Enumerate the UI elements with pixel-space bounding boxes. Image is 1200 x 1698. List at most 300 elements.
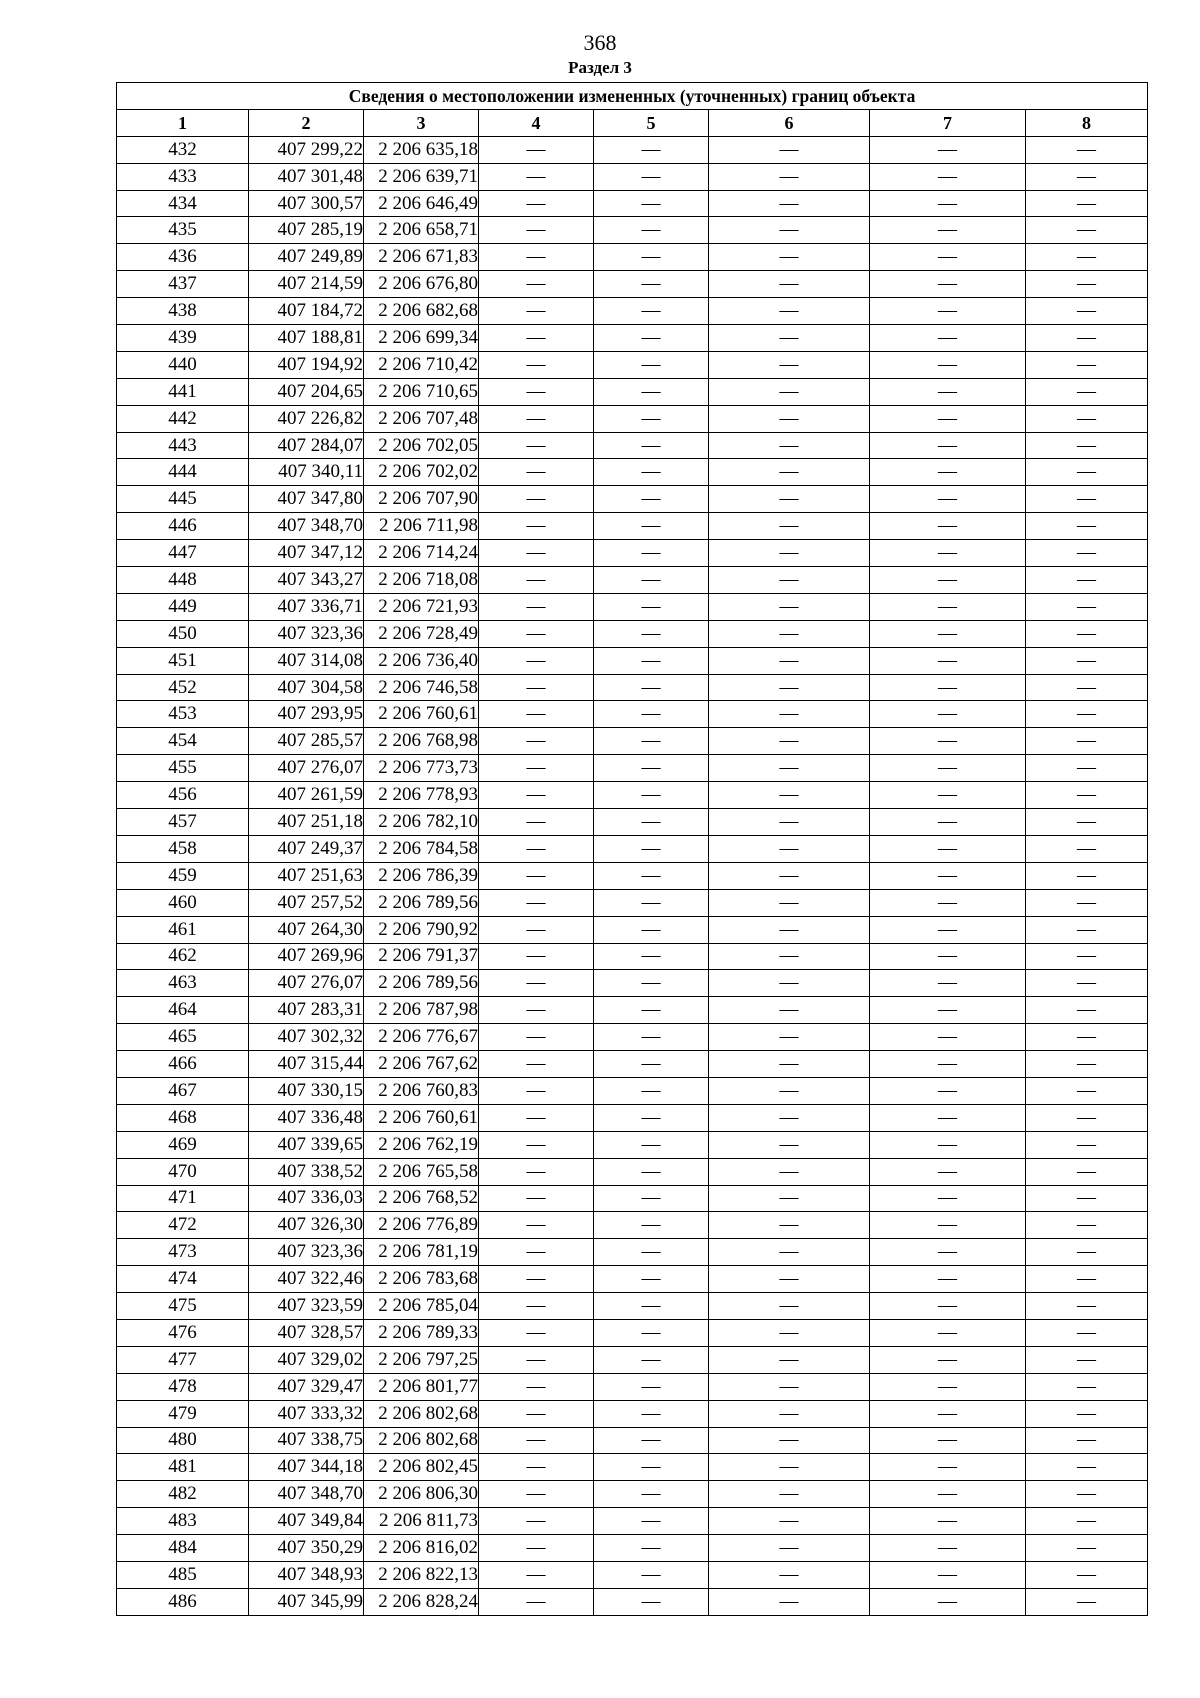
empty-cell: — bbox=[870, 1561, 1026, 1588]
y-coordinate-cell: 2 206 778,93 bbox=[364, 782, 479, 809]
table-row bbox=[117, 271, 1148, 298]
point-number-cell: 453 bbox=[117, 701, 249, 728]
x-coordinate-cell: 407 348,93 bbox=[249, 1561, 364, 1588]
empty-cell: — bbox=[594, 970, 709, 997]
empty-cell: — bbox=[479, 298, 594, 325]
x-coordinate-cell: 407 299,22 bbox=[249, 136, 364, 163]
empty-cell: — bbox=[709, 782, 870, 809]
empty-cell: — bbox=[1026, 1212, 1148, 1239]
empty-cell: — bbox=[594, 835, 709, 862]
empty-cell: — bbox=[1026, 1427, 1148, 1454]
y-coordinate-cell: 2 206 828,24 bbox=[364, 1588, 479, 1615]
empty-cell: — bbox=[870, 1212, 1026, 1239]
y-coordinate-cell: 2 206 773,73 bbox=[364, 755, 479, 782]
x-coordinate-cell: 407 184,72 bbox=[249, 298, 364, 325]
x-coordinate-cell: 407 293,95 bbox=[249, 701, 364, 728]
empty-cell: — bbox=[709, 378, 870, 405]
table-row bbox=[117, 190, 1148, 217]
empty-cell: — bbox=[479, 728, 594, 755]
empty-cell: — bbox=[479, 486, 594, 513]
empty-cell: — bbox=[594, 782, 709, 809]
empty-cell: — bbox=[709, 136, 870, 163]
empty-cell: — bbox=[594, 1588, 709, 1615]
empty-cell: — bbox=[594, 1131, 709, 1158]
table-row bbox=[117, 351, 1148, 378]
table-row bbox=[117, 1104, 1148, 1131]
table-row bbox=[117, 1239, 1148, 1266]
y-coordinate-cell: 2 206 797,25 bbox=[364, 1346, 479, 1373]
table-row bbox=[117, 674, 1148, 701]
empty-cell: — bbox=[709, 1481, 870, 1508]
table-row bbox=[117, 163, 1148, 190]
point-number-cell: 451 bbox=[117, 647, 249, 674]
empty-cell: — bbox=[709, 889, 870, 916]
empty-cell: — bbox=[870, 1535, 1026, 1562]
empty-cell: — bbox=[479, 540, 594, 567]
empty-cell: — bbox=[709, 1535, 870, 1562]
x-coordinate-cell: 407 343,27 bbox=[249, 567, 364, 594]
table-row bbox=[117, 889, 1148, 916]
table-caption-row bbox=[117, 83, 1148, 110]
empty-cell: — bbox=[1026, 889, 1148, 916]
empty-cell: — bbox=[1026, 620, 1148, 647]
empty-cell: — bbox=[594, 755, 709, 782]
empty-cell: — bbox=[1026, 459, 1148, 486]
point-number-cell: 466 bbox=[117, 1051, 249, 1078]
table-caption: Сведения о местоположении измененных (уточненных) границ объекта bbox=[117, 83, 1148, 110]
empty-cell: — bbox=[1026, 1104, 1148, 1131]
table-row bbox=[117, 593, 1148, 620]
empty-cell: — bbox=[1026, 190, 1148, 217]
table-row bbox=[117, 1481, 1148, 1508]
point-number-cell: 446 bbox=[117, 513, 249, 540]
empty-cell: — bbox=[479, 459, 594, 486]
column-header: 8 bbox=[1026, 109, 1148, 136]
empty-cell: — bbox=[594, 298, 709, 325]
point-number-cell: 481 bbox=[117, 1454, 249, 1481]
empty-cell: — bbox=[709, 325, 870, 352]
empty-cell: — bbox=[594, 271, 709, 298]
empty-cell: — bbox=[870, 1131, 1026, 1158]
point-number-cell: 477 bbox=[117, 1346, 249, 1373]
empty-cell: — bbox=[709, 244, 870, 271]
table-row bbox=[117, 298, 1148, 325]
y-coordinate-cell: 2 206 707,48 bbox=[364, 405, 479, 432]
x-coordinate-cell: 407 338,52 bbox=[249, 1158, 364, 1185]
empty-cell: — bbox=[870, 378, 1026, 405]
empty-cell: — bbox=[479, 432, 594, 459]
empty-cell: — bbox=[479, 1185, 594, 1212]
empty-cell: — bbox=[709, 1346, 870, 1373]
y-coordinate-cell: 2 206 676,80 bbox=[364, 271, 479, 298]
empty-cell: — bbox=[1026, 809, 1148, 836]
empty-cell: — bbox=[709, 1239, 870, 1266]
empty-cell: — bbox=[594, 943, 709, 970]
table-row bbox=[117, 620, 1148, 647]
empty-cell: — bbox=[709, 567, 870, 594]
table-row bbox=[117, 1588, 1148, 1615]
empty-cell: — bbox=[870, 620, 1026, 647]
table-row bbox=[117, 1427, 1148, 1454]
empty-cell: — bbox=[709, 593, 870, 620]
empty-cell: — bbox=[870, 1104, 1026, 1131]
x-coordinate-cell: 407 214,59 bbox=[249, 271, 364, 298]
table-row bbox=[117, 701, 1148, 728]
section-title: Раздел 3 bbox=[568, 58, 632, 77]
empty-cell: — bbox=[479, 1400, 594, 1427]
empty-cell: — bbox=[594, 325, 709, 352]
empty-cell: — bbox=[870, 1077, 1026, 1104]
empty-cell: — bbox=[1026, 1051, 1148, 1078]
x-coordinate-cell: 407 300,57 bbox=[249, 190, 364, 217]
x-coordinate-cell: 407 347,12 bbox=[249, 540, 364, 567]
empty-cell: — bbox=[594, 674, 709, 701]
empty-cell: — bbox=[479, 190, 594, 217]
y-coordinate-cell: 2 206 776,89 bbox=[364, 1212, 479, 1239]
empty-cell: — bbox=[870, 1373, 1026, 1400]
empty-cell: — bbox=[594, 1346, 709, 1373]
point-number-cell: 485 bbox=[117, 1561, 249, 1588]
empty-cell: — bbox=[594, 486, 709, 513]
empty-cell: — bbox=[870, 1239, 1026, 1266]
point-number-cell: 486 bbox=[117, 1588, 249, 1615]
empty-cell: — bbox=[1026, 136, 1148, 163]
point-number-cell: 458 bbox=[117, 835, 249, 862]
empty-cell: — bbox=[594, 1481, 709, 1508]
empty-cell: — bbox=[1026, 1185, 1148, 1212]
empty-cell: — bbox=[479, 943, 594, 970]
x-coordinate-cell: 407 285,19 bbox=[249, 217, 364, 244]
empty-cell: — bbox=[594, 1293, 709, 1320]
empty-cell: — bbox=[1026, 378, 1148, 405]
y-coordinate-cell: 2 206 822,13 bbox=[364, 1561, 479, 1588]
empty-cell: — bbox=[709, 728, 870, 755]
empty-cell: — bbox=[594, 1185, 709, 1212]
empty-cell: — bbox=[479, 701, 594, 728]
empty-cell: — bbox=[870, 1266, 1026, 1293]
empty-cell: — bbox=[709, 486, 870, 513]
empty-cell: — bbox=[479, 1077, 594, 1104]
point-number-cell: 474 bbox=[117, 1266, 249, 1293]
empty-cell: — bbox=[479, 1346, 594, 1373]
empty-cell: — bbox=[709, 1051, 870, 1078]
table-row bbox=[117, 755, 1148, 782]
point-number-cell: 459 bbox=[117, 862, 249, 889]
empty-cell: — bbox=[479, 1293, 594, 1320]
empty-cell: — bbox=[479, 378, 594, 405]
empty-cell: — bbox=[1026, 1077, 1148, 1104]
empty-cell: — bbox=[479, 1212, 594, 1239]
empty-cell: — bbox=[1026, 701, 1148, 728]
empty-cell: — bbox=[1026, 862, 1148, 889]
empty-cell: — bbox=[709, 1508, 870, 1535]
empty-cell: — bbox=[709, 1319, 870, 1346]
y-coordinate-cell: 2 206 789,56 bbox=[364, 889, 479, 916]
empty-cell: — bbox=[1026, 1266, 1148, 1293]
column-header: 5 bbox=[594, 109, 709, 136]
empty-cell: — bbox=[479, 325, 594, 352]
empty-cell: — bbox=[870, 809, 1026, 836]
empty-cell: — bbox=[479, 244, 594, 271]
empty-cell: — bbox=[870, 1508, 1026, 1535]
empty-cell: — bbox=[594, 647, 709, 674]
empty-cell: — bbox=[709, 1293, 870, 1320]
x-coordinate-cell: 407 339,65 bbox=[249, 1131, 364, 1158]
empty-cell: — bbox=[594, 190, 709, 217]
empty-cell: — bbox=[594, 620, 709, 647]
x-coordinate-cell: 407 249,89 bbox=[249, 244, 364, 271]
point-number-cell: 483 bbox=[117, 1508, 249, 1535]
empty-cell: — bbox=[594, 1561, 709, 1588]
y-coordinate-cell: 2 206 710,42 bbox=[364, 351, 479, 378]
y-coordinate-cell: 2 206 776,67 bbox=[364, 1024, 479, 1051]
y-coordinate-cell: 2 206 671,83 bbox=[364, 244, 479, 271]
empty-cell: — bbox=[870, 970, 1026, 997]
y-coordinate-cell: 2 206 721,93 bbox=[364, 593, 479, 620]
empty-cell: — bbox=[479, 1266, 594, 1293]
empty-cell: — bbox=[1026, 997, 1148, 1024]
column-header: 6 bbox=[709, 109, 870, 136]
point-number-cell: 438 bbox=[117, 298, 249, 325]
empty-cell: — bbox=[709, 1454, 870, 1481]
table-row bbox=[117, 997, 1148, 1024]
empty-cell: — bbox=[1026, 1293, 1148, 1320]
x-coordinate-cell: 407 315,44 bbox=[249, 1051, 364, 1078]
table-row bbox=[117, 782, 1148, 809]
empty-cell: — bbox=[1026, 351, 1148, 378]
point-number-cell: 445 bbox=[117, 486, 249, 513]
empty-cell: — bbox=[479, 1319, 594, 1346]
empty-cell: — bbox=[1026, 217, 1148, 244]
empty-cell: — bbox=[1026, 782, 1148, 809]
empty-cell: — bbox=[870, 567, 1026, 594]
empty-cell: — bbox=[709, 943, 870, 970]
x-coordinate-cell: 407 188,81 bbox=[249, 325, 364, 352]
x-coordinate-cell: 407 276,07 bbox=[249, 755, 364, 782]
column-header-row bbox=[117, 109, 1148, 136]
x-coordinate-cell: 407 302,32 bbox=[249, 1024, 364, 1051]
y-coordinate-cell: 2 206 782,10 bbox=[364, 809, 479, 836]
empty-cell: — bbox=[479, 620, 594, 647]
empty-cell: — bbox=[870, 1024, 1026, 1051]
x-coordinate-cell: 407 348,70 bbox=[249, 513, 364, 540]
y-coordinate-cell: 2 206 801,77 bbox=[364, 1373, 479, 1400]
empty-cell: — bbox=[1026, 1373, 1148, 1400]
empty-cell: — bbox=[870, 889, 1026, 916]
empty-cell: — bbox=[594, 889, 709, 916]
empty-cell: — bbox=[870, 271, 1026, 298]
empty-cell: — bbox=[709, 862, 870, 889]
column-header: 7 bbox=[870, 109, 1026, 136]
y-coordinate-cell: 2 206 760,83 bbox=[364, 1077, 479, 1104]
point-number-cell: 436 bbox=[117, 244, 249, 271]
table-row bbox=[117, 1508, 1148, 1535]
table-row bbox=[117, 136, 1148, 163]
x-coordinate-cell: 407 344,18 bbox=[249, 1454, 364, 1481]
empty-cell: — bbox=[870, 405, 1026, 432]
y-coordinate-cell: 2 206 736,40 bbox=[364, 647, 479, 674]
empty-cell: — bbox=[1026, 647, 1148, 674]
x-coordinate-cell: 407 284,07 bbox=[249, 432, 364, 459]
point-number-cell: 435 bbox=[117, 217, 249, 244]
table-row bbox=[117, 540, 1148, 567]
empty-cell: — bbox=[709, 1561, 870, 1588]
empty-cell: — bbox=[479, 674, 594, 701]
empty-cell: — bbox=[1026, 1131, 1148, 1158]
y-coordinate-cell: 2 206 802,45 bbox=[364, 1454, 479, 1481]
point-number-cell: 471 bbox=[117, 1185, 249, 1212]
empty-cell: — bbox=[594, 1051, 709, 1078]
empty-cell: — bbox=[1026, 325, 1148, 352]
point-number-cell: 456 bbox=[117, 782, 249, 809]
empty-cell: — bbox=[870, 943, 1026, 970]
empty-cell: — bbox=[479, 835, 594, 862]
empty-cell: — bbox=[870, 1427, 1026, 1454]
point-number-cell: 475 bbox=[117, 1293, 249, 1320]
empty-cell: — bbox=[594, 351, 709, 378]
empty-cell: — bbox=[479, 916, 594, 943]
y-coordinate-cell: 2 206 816,02 bbox=[364, 1535, 479, 1562]
point-number-cell: 460 bbox=[117, 889, 249, 916]
x-coordinate-cell: 407 261,59 bbox=[249, 782, 364, 809]
empty-cell: — bbox=[709, 835, 870, 862]
empty-cell: — bbox=[479, 1454, 594, 1481]
table-row bbox=[117, 1266, 1148, 1293]
empty-cell: — bbox=[479, 889, 594, 916]
empty-cell: — bbox=[709, 405, 870, 432]
empty-cell: — bbox=[709, 1158, 870, 1185]
x-coordinate-cell: 407 264,30 bbox=[249, 916, 364, 943]
table-row bbox=[117, 513, 1148, 540]
table-row bbox=[117, 1051, 1148, 1078]
table-row bbox=[117, 1212, 1148, 1239]
empty-cell: — bbox=[870, 1051, 1026, 1078]
empty-cell: — bbox=[1026, 1400, 1148, 1427]
empty-cell: — bbox=[1026, 1346, 1148, 1373]
y-coordinate-cell: 2 206 768,52 bbox=[364, 1185, 479, 1212]
table-row bbox=[117, 647, 1148, 674]
x-coordinate-cell: 407 345,99 bbox=[249, 1588, 364, 1615]
empty-cell: — bbox=[870, 1185, 1026, 1212]
empty-cell: — bbox=[594, 1212, 709, 1239]
empty-cell: — bbox=[709, 1400, 870, 1427]
empty-cell: — bbox=[1026, 835, 1148, 862]
point-number-cell: 441 bbox=[117, 378, 249, 405]
empty-cell: — bbox=[594, 1508, 709, 1535]
empty-cell: — bbox=[709, 916, 870, 943]
empty-cell: — bbox=[479, 567, 594, 594]
empty-cell: — bbox=[594, 916, 709, 943]
page-number: 368 bbox=[583, 30, 617, 55]
empty-cell: — bbox=[479, 647, 594, 674]
empty-cell: — bbox=[1026, 432, 1148, 459]
x-coordinate-cell: 407 314,08 bbox=[249, 647, 364, 674]
y-coordinate-cell: 2 206 765,58 bbox=[364, 1158, 479, 1185]
y-coordinate-cell: 2 206 710,65 bbox=[364, 378, 479, 405]
empty-cell: — bbox=[870, 1400, 1026, 1427]
empty-cell: — bbox=[1026, 674, 1148, 701]
empty-cell: — bbox=[1026, 728, 1148, 755]
point-number-cell: 482 bbox=[117, 1481, 249, 1508]
empty-cell: — bbox=[709, 351, 870, 378]
empty-cell: — bbox=[870, 1346, 1026, 1373]
empty-cell: — bbox=[870, 1454, 1026, 1481]
empty-cell: — bbox=[709, 674, 870, 701]
empty-cell: — bbox=[479, 970, 594, 997]
empty-cell: — bbox=[1026, 970, 1148, 997]
empty-cell: — bbox=[870, 459, 1026, 486]
point-number-cell: 461 bbox=[117, 916, 249, 943]
y-coordinate-cell: 2 206 746,58 bbox=[364, 674, 479, 701]
empty-cell: — bbox=[1026, 1454, 1148, 1481]
empty-cell: — bbox=[709, 459, 870, 486]
table-row bbox=[117, 809, 1148, 836]
y-coordinate-cell: 2 206 806,30 bbox=[364, 1481, 479, 1508]
point-number-cell: 444 bbox=[117, 459, 249, 486]
y-coordinate-cell: 2 206 711,98 bbox=[364, 513, 479, 540]
x-coordinate-cell: 407 333,32 bbox=[249, 1400, 364, 1427]
empty-cell: — bbox=[709, 809, 870, 836]
y-coordinate-cell: 2 206 802,68 bbox=[364, 1400, 479, 1427]
point-number-cell: 452 bbox=[117, 674, 249, 701]
y-coordinate-cell: 2 206 639,71 bbox=[364, 163, 479, 190]
x-coordinate-cell: 407 251,18 bbox=[249, 809, 364, 836]
x-coordinate-cell: 407 323,59 bbox=[249, 1293, 364, 1320]
empty-cell: — bbox=[479, 1239, 594, 1266]
x-coordinate-cell: 407 336,71 bbox=[249, 593, 364, 620]
point-number-cell: 457 bbox=[117, 809, 249, 836]
point-number-cell: 442 bbox=[117, 405, 249, 432]
point-number-cell: 465 bbox=[117, 1024, 249, 1051]
empty-cell: — bbox=[1026, 405, 1148, 432]
empty-cell: — bbox=[870, 862, 1026, 889]
empty-cell: — bbox=[1026, 271, 1148, 298]
empty-cell: — bbox=[594, 1024, 709, 1051]
point-number-cell: 449 bbox=[117, 593, 249, 620]
empty-cell: — bbox=[1026, 1535, 1148, 1562]
table-row bbox=[117, 378, 1148, 405]
empty-cell: — bbox=[594, 593, 709, 620]
empty-cell: — bbox=[870, 1158, 1026, 1185]
empty-cell: — bbox=[709, 217, 870, 244]
empty-cell: — bbox=[870, 647, 1026, 674]
empty-cell: — bbox=[870, 593, 1026, 620]
empty-cell: — bbox=[479, 755, 594, 782]
empty-cell: — bbox=[870, 782, 1026, 809]
empty-cell: — bbox=[594, 567, 709, 594]
empty-cell: — bbox=[479, 1024, 594, 1051]
point-number-cell: 437 bbox=[117, 271, 249, 298]
table-row bbox=[117, 1400, 1148, 1427]
empty-cell: — bbox=[709, 271, 870, 298]
x-coordinate-cell: 407 323,36 bbox=[249, 620, 364, 647]
empty-cell: — bbox=[870, 755, 1026, 782]
y-coordinate-cell: 2 206 682,68 bbox=[364, 298, 479, 325]
empty-cell: — bbox=[870, 701, 1026, 728]
point-number-cell: 462 bbox=[117, 943, 249, 970]
table-body bbox=[117, 136, 1148, 1615]
x-coordinate-cell: 407 323,36 bbox=[249, 1239, 364, 1266]
y-coordinate-cell: 2 206 728,49 bbox=[364, 620, 479, 647]
empty-cell: — bbox=[479, 136, 594, 163]
y-coordinate-cell: 2 206 760,61 bbox=[364, 701, 479, 728]
empty-cell: — bbox=[479, 1561, 594, 1588]
empty-cell: — bbox=[870, 486, 1026, 513]
empty-cell: — bbox=[594, 862, 709, 889]
x-coordinate-cell: 407 285,57 bbox=[249, 728, 364, 755]
empty-cell: — bbox=[870, 1481, 1026, 1508]
empty-cell: — bbox=[1026, 540, 1148, 567]
